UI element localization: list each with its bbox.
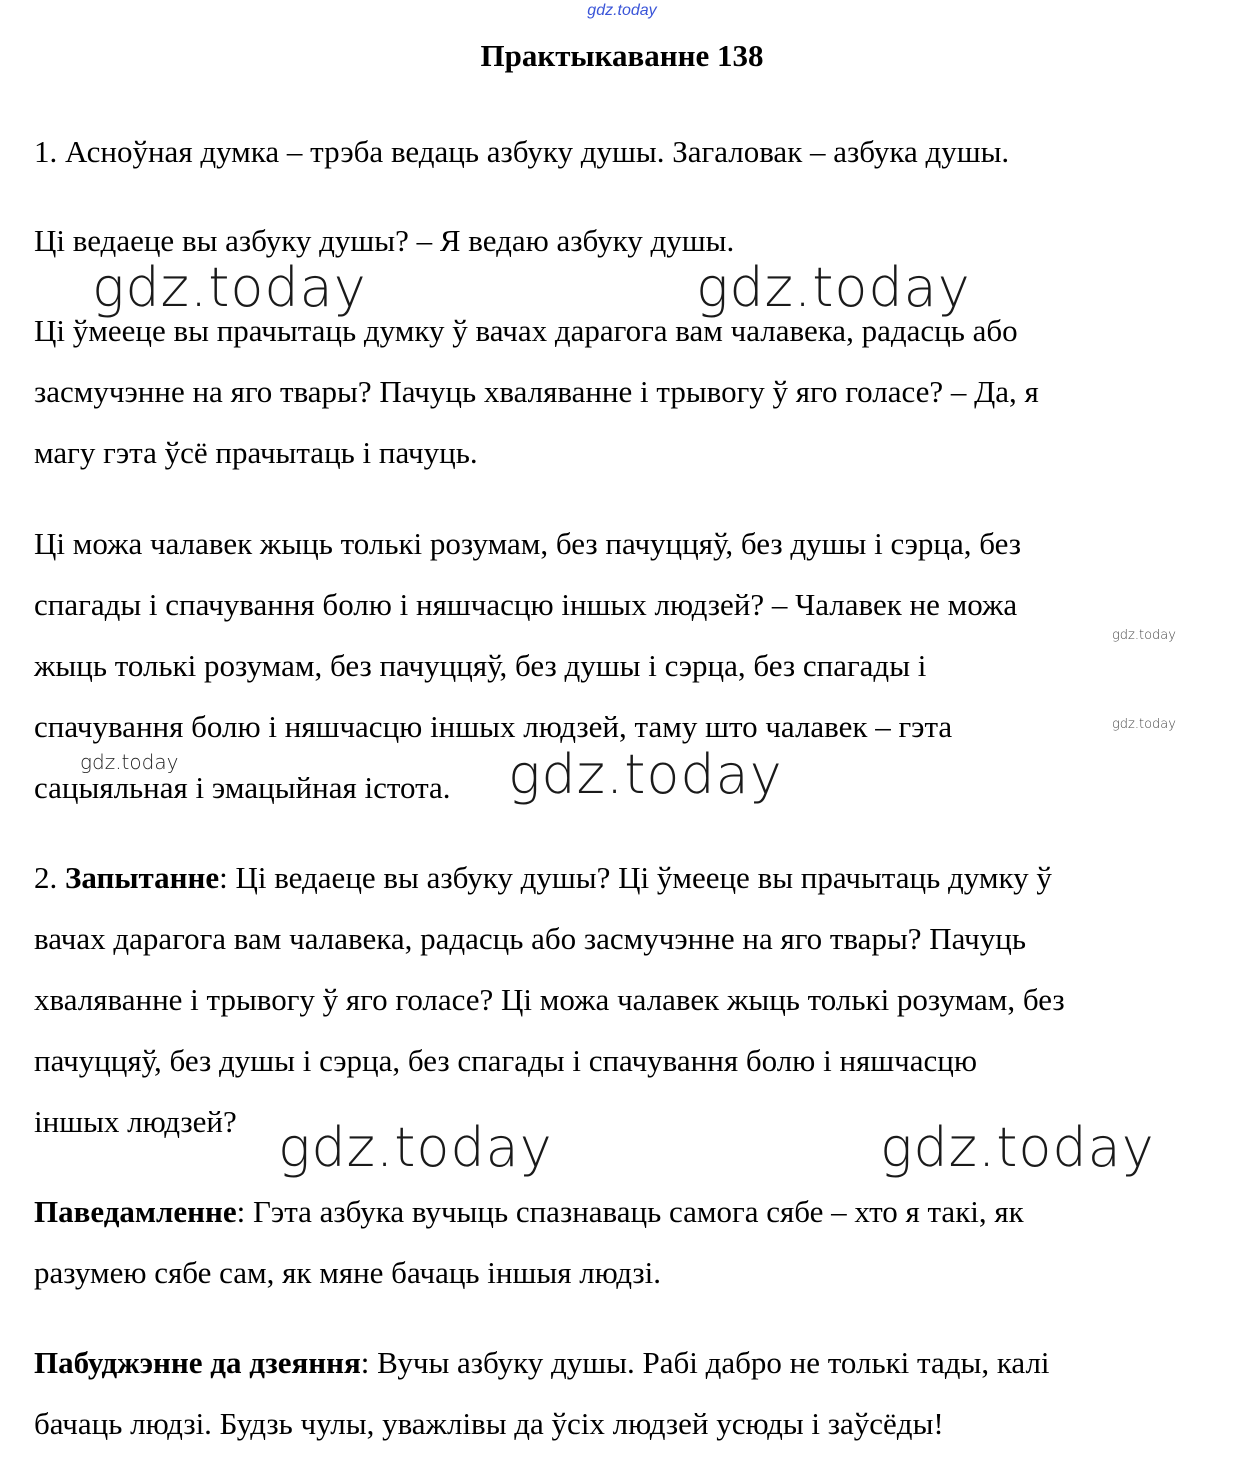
message-text: : Гэта азбука вучыць спазнаваць самога сябе – хто я такі, як: [236, 1194, 1024, 1229]
action-line: [34, 1341, 1224, 1385]
message-line: [34, 1190, 1224, 1234]
question-label: Запытанне: [65, 860, 220, 895]
paragraph-line: спачування болю і няшчасцю іншых людзей, таму што чалавек – гэта: [34, 709, 953, 744]
page-title: Практыкаванне 138: [480, 38, 764, 73]
paragraph-line: хваляванне і трывогу ў яго голасе? Ці можа чалавек жыць толькі розумам, без: [34, 982, 1065, 1017]
question-line: [34, 856, 1224, 900]
action-text: : Вучы азбуку душы. Рабі дабро не толькі тады, калі: [360, 1345, 1050, 1380]
paragraph-line: пачуццяў, без душы і сэрца, без спагады і спачування болю і няшчасцю: [34, 1043, 978, 1078]
paragraph-line: Ці ўмееце вы прачытаць думку ў вачах дарагога вам чалавека, радасць або: [34, 313, 1018, 348]
paragraph-line: бачаць людзі. Будзь чулы, уважлівы да ўсіх людзей усюды і заўсёды!: [34, 1406, 944, 1441]
question-text: : Ці ведаеце вы азбуку душы? Ці ўмееце вы прачытаць думку ў: [219, 860, 1052, 895]
paragraph-line: сацыяльная і эмацыйная істота.: [34, 770, 451, 805]
paragraph-line: разумею сябе сам, як мяне бачаць іншыя людзі.: [34, 1255, 662, 1290]
paragraph-line: Ці можа чалавек жыць толькі розумам, без пачуццяў, без душы і сэрца, без: [34, 526, 1022, 561]
watermark: gdz.today: [278, 1116, 553, 1179]
question-answer-line: Ці ведаеце вы азбуку душы? – Я ведаю азбуку душы.: [34, 223, 735, 258]
paragraph-line: жыць толькі розумам, без пачуццяў, без душы і сэрца, без спагады і: [34, 648, 927, 683]
main-idea-line: 1. Асноўная думка – трэба ведаць азбуку душы. Загаловак – азбука душы.: [34, 134, 1010, 169]
section-number: 2.: [34, 860, 65, 895]
paragraph-line: вачах дарагога вам чалавека, радасць або засмучэнне на яго твары? Пачуць: [34, 921, 1026, 956]
watermark: gdz.today: [92, 256, 367, 319]
watermark: gdz.today: [80, 750, 179, 774]
paragraph-line: іншых людзей?: [34, 1104, 237, 1139]
watermark: gdz.today: [880, 1116, 1155, 1179]
paragraph-line: магу гэта ўсё прачытаць і пачуць.: [34, 435, 478, 470]
action-label: Пабуджэнне да дзеяння: [34, 1345, 361, 1380]
watermark: gdz.today: [1112, 717, 1176, 732]
watermark: gdz.today: [696, 256, 971, 319]
message-label: Паведамленне: [34, 1194, 237, 1229]
watermark: gdz.today: [1112, 628, 1176, 643]
watermark-top: gdz.today: [587, 2, 657, 19]
watermark: gdz.today: [508, 743, 783, 806]
paragraph-line: засмучэнне на яго твары? Пачуць хваляванне і трывогу ў яго голасе? – Да, я: [34, 374, 1039, 409]
paragraph-line: спагады і спачування болю і няшчасцю іншых людзей? – Чалавек не можа: [34, 587, 1018, 622]
